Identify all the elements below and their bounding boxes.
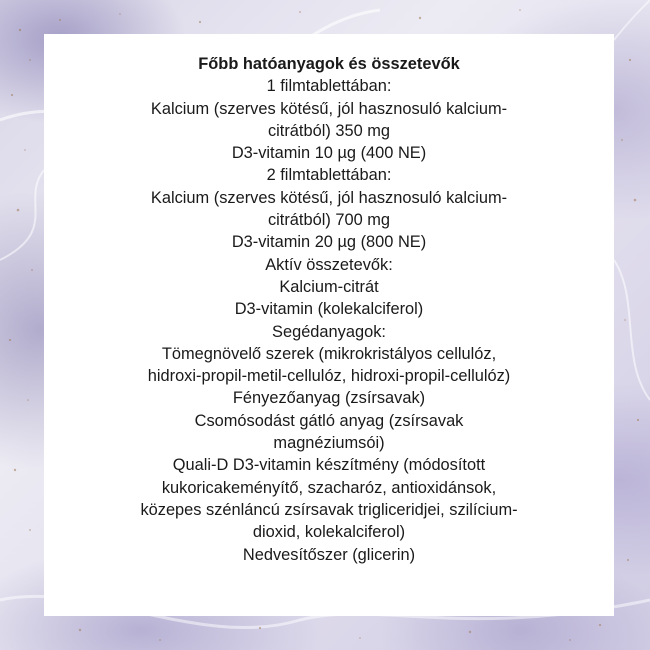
text-line: magnéziumsói): [273, 434, 385, 453]
text-line: Fényezőanyag (zsírsavak): [232, 389, 426, 408]
text-line: citrátból) 350 mg: [267, 121, 391, 140]
text-line: Kalcium (szerves kötésű, jól hasznosuló kalcium-: [150, 188, 508, 207]
text-line: Kalcium (szerves kötésű, jól hasznosuló kalcium-: [150, 99, 508, 118]
text-line: Tömegnövelő szerek (mikrokristályos cellulóz,: [161, 344, 497, 363]
text-line: Nedvesítőszer (glicerin): [242, 545, 416, 564]
text-line: citrátból) 700 mg: [267, 211, 391, 230]
text-line: D3-vitamin 10 µg (400 NE): [231, 144, 427, 163]
text-line: Quali-D D3-vitamin készítmény (módosított: [172, 456, 486, 475]
text-line: D3-vitamin (kolekalciferol): [234, 300, 424, 319]
ingredients-title: Főbb hatóanyagok és összetevők: [198, 55, 460, 73]
text-line: 2 filmtablettában:: [266, 166, 392, 185]
text-line: dioxid, kolekalciferol): [252, 523, 406, 542]
text-line: D3-vitamin 20 µg (800 NE): [231, 233, 427, 252]
text-line: Segédanyagok:: [272, 322, 386, 341]
text-line: hidroxi-propil-metil-cellulóz, hidroxi-propil-cellulóz): [147, 367, 511, 386]
text-line: Kalcium-citrát: [279, 277, 379, 296]
text-line: Csomósodást gátló anyag (zsírsavak: [194, 411, 464, 430]
text-line: kukoricakeményítő, szacharóz, antioxidánsok,: [161, 478, 497, 497]
text-line: Aktív összetevők:: [265, 255, 393, 274]
text-line: 1 filmtablettában:: [266, 77, 392, 96]
text-line: közepes szénláncú zsírsavak trigliceridjei, szilícium-: [140, 500, 518, 519]
ingredients-card: [44, 34, 614, 616]
